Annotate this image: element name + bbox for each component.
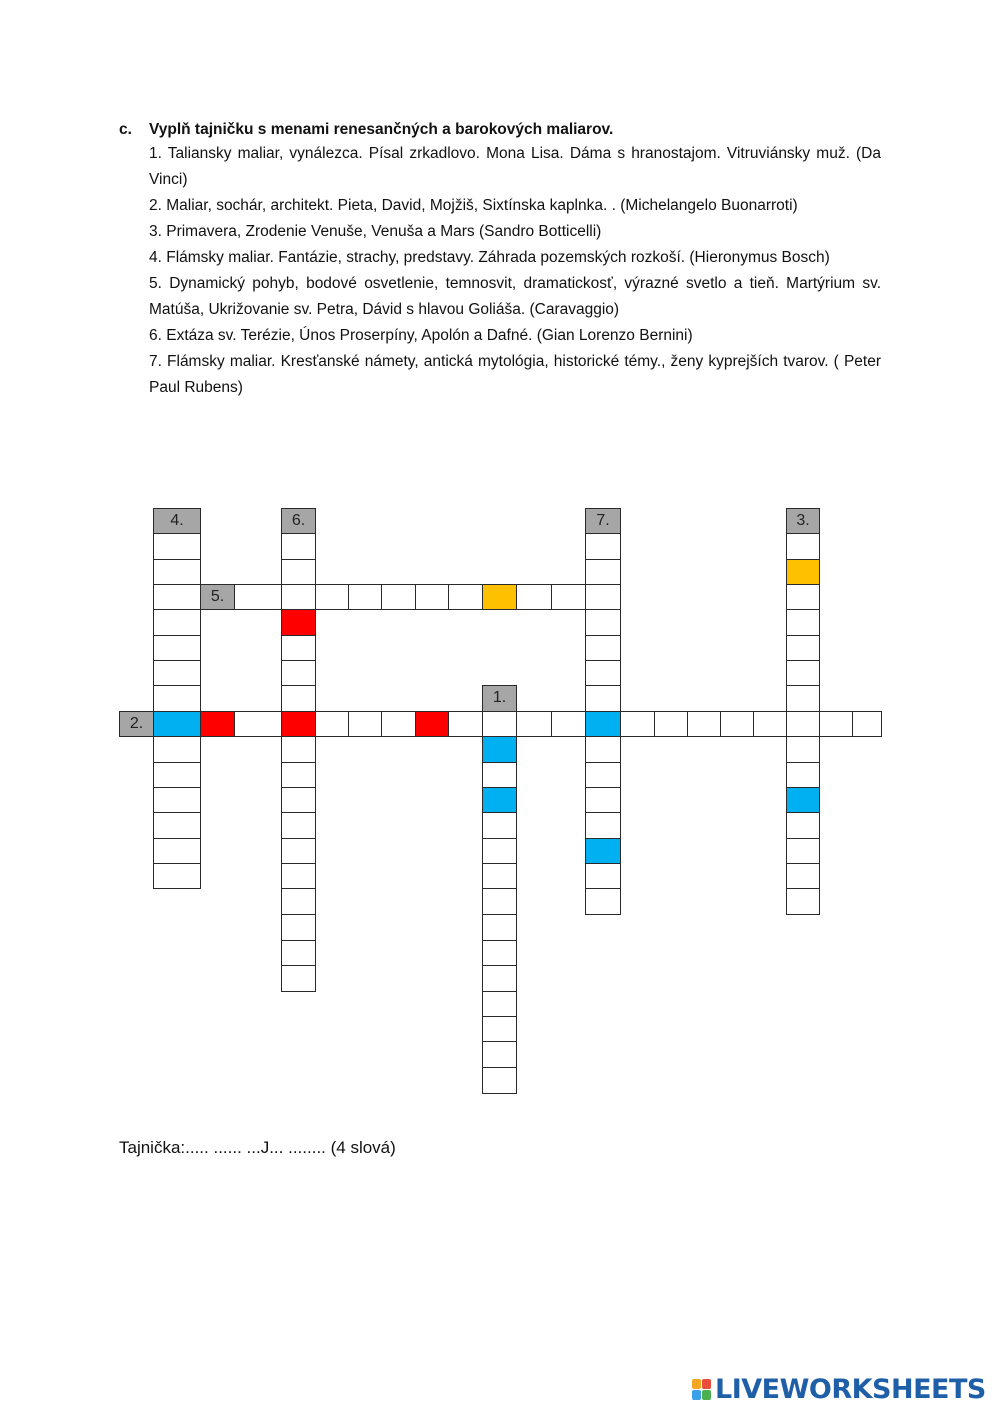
letter-cell[interactable] (153, 660, 201, 686)
letter-cell[interactable] (786, 736, 820, 763)
letter-cell[interactable] (786, 812, 820, 839)
letter-cell[interactable] (786, 685, 820, 712)
letter-cell[interactable] (786, 863, 820, 889)
word-label-6: 6. (281, 508, 316, 534)
letter-cell[interactable] (415, 711, 449, 737)
letter-cell[interactable] (153, 787, 201, 813)
letter-cell[interactable] (585, 584, 621, 610)
letter-cell[interactable] (786, 838, 820, 864)
letter-cell[interactable] (482, 940, 517, 966)
letter-cell[interactable] (482, 1067, 517, 1094)
letter-cell[interactable] (153, 736, 201, 763)
letter-cell[interactable] (551, 711, 586, 737)
letter-cell[interactable] (687, 711, 721, 737)
liveworksheets-logo (692, 1374, 986, 1405)
logo-mark-icon (692, 1379, 712, 1401)
letter-cell[interactable] (585, 838, 621, 864)
letter-cell[interactable] (585, 559, 621, 585)
letter-cell[interactable] (281, 965, 316, 992)
letter-cell[interactable] (281, 559, 316, 585)
letter-cell[interactable] (281, 685, 316, 712)
letter-cell[interactable] (381, 584, 416, 610)
task-letter: c. (119, 121, 132, 138)
letter-cell[interactable] (482, 991, 517, 1017)
clue-6: 6. Extáza sv. Terézie, Únos Proserpíny, Apolón a Dafné. (Gian Lorenzo Bernini) (149, 327, 693, 344)
letter-cell[interactable] (281, 584, 316, 610)
letter-cell[interactable] (720, 711, 754, 737)
letter-cell[interactable] (585, 787, 621, 813)
word-label-5: 5. (200, 584, 235, 610)
letter-cell[interactable] (786, 711, 820, 737)
letter-cell[interactable] (482, 1041, 517, 1068)
letter-cell[interactable] (234, 711, 282, 737)
letter-cell[interactable] (786, 584, 820, 610)
letter-cell[interactable] (786, 660, 820, 686)
letter-cell[interactable] (281, 838, 316, 864)
letter-cell[interactable] (234, 584, 282, 610)
clue-2: 2. Maliar, sochár, architekt. Pieta, David, Mojžiš, Sixtínska kaplnka. . (Michelangelo Buonarroti) (149, 197, 798, 214)
letter-cell[interactable] (585, 609, 621, 636)
letter-cell[interactable] (786, 635, 820, 661)
letter-cell[interactable] (153, 762, 201, 788)
letter-cell[interactable] (281, 635, 316, 661)
letter-cell[interactable] (153, 584, 201, 610)
letter-cell[interactable] (281, 914, 316, 941)
brand-name: LIVEWORKSHEETS (715, 1374, 986, 1405)
clue-5: 5. Dynamický pohyb, bodové osvetlenie, temnosvit, dramatickosť, výrazné svetlo a tieň. Martýrium sv. Matúša, Ukrižovanie sv. Petra, Dávid s hlavou Goliáša. (Caravaggio) (149, 275, 881, 318)
letter-cell[interactable] (753, 711, 787, 737)
letter-cell[interactable] (281, 812, 316, 839)
letter-cell[interactable] (516, 711, 552, 737)
letter-cell[interactable] (786, 559, 820, 585)
letter-cell[interactable] (281, 609, 316, 636)
letter-cell[interactable] (200, 711, 235, 737)
word-label-2: 2. (119, 711, 154, 737)
letter-cell[interactable] (654, 711, 688, 737)
letter-cell[interactable] (786, 787, 820, 813)
task-heading: Vyplň tajničku s menami renesančných a barokových maliarov. (149, 121, 614, 138)
letter-cell[interactable] (585, 660, 621, 686)
letter-cell[interactable] (281, 533, 316, 560)
clue-7: 7. Flámsky maliar. Kresťanské námety, antická mytológia, historické témy., ženy kyprejších tvarov. ( Peter Paul Rubens) (149, 353, 881, 396)
letter-cell[interactable] (153, 635, 201, 661)
letter-cell[interactable] (153, 838, 201, 864)
letter-cell[interactable] (482, 762, 517, 788)
letter-cell[interactable] (348, 711, 382, 737)
letter-cell[interactable] (585, 711, 621, 737)
letter-cell[interactable] (381, 711, 416, 737)
letter-cell[interactable] (585, 863, 621, 889)
letter-cell[interactable] (281, 736, 316, 763)
letter-cell[interactable] (153, 812, 201, 839)
letter-cell[interactable] (482, 711, 517, 737)
letter-cell[interactable] (786, 888, 820, 915)
letter-cell[interactable] (448, 584, 483, 610)
letter-cell[interactable] (819, 711, 853, 737)
word-label-7: 7. (585, 508, 621, 534)
letter-cell[interactable] (585, 685, 621, 712)
letter-cell[interactable] (620, 711, 655, 737)
letter-cell[interactable] (852, 711, 882, 737)
letter-cell[interactable] (153, 685, 201, 712)
letter-cell[interactable] (585, 762, 621, 788)
letter-cell[interactable] (585, 736, 621, 763)
word-label-1: 1. (482, 685, 517, 712)
letter-cell[interactable] (585, 812, 621, 839)
word-label-3: 3. (786, 508, 820, 534)
letter-cell[interactable] (281, 762, 316, 788)
clue-1: 1. Taliansky maliar, vynálezca. Písal zrkadlovo. Mona Lisa. Dáma s hranostajom. Vitruviánsky muž. (Da Vinci) (149, 145, 881, 188)
letter-cell[interactable] (585, 888, 621, 915)
letter-cell[interactable] (482, 838, 517, 864)
letter-cell[interactable] (415, 584, 449, 610)
letter-cell[interactable] (482, 863, 517, 889)
letter-cell[interactable] (281, 711, 316, 737)
letter-cell[interactable] (786, 762, 820, 788)
letter-cell[interactable] (281, 787, 316, 813)
letter-cell[interactable] (786, 533, 820, 560)
letter-cell[interactable] (551, 584, 586, 610)
letter-cell[interactable] (153, 533, 201, 560)
letter-cell[interactable] (482, 965, 517, 992)
letter-cell[interactable] (153, 559, 201, 585)
secret-answer-line[interactable]: Tajnička:..... ...... ...J... ........ (4 slová) (119, 1138, 396, 1157)
word-label-4: 4. (153, 508, 201, 534)
letter-cell[interactable] (482, 914, 517, 941)
letter-cell[interactable] (482, 787, 517, 813)
letter-cell[interactable] (281, 940, 316, 966)
letter-cell[interactable] (482, 736, 517, 763)
letter-cell[interactable] (482, 812, 517, 839)
letter-cell[interactable] (786, 609, 820, 636)
letter-cell[interactable] (482, 888, 517, 915)
letter-cell[interactable] (281, 660, 316, 686)
letter-cell[interactable] (153, 711, 201, 737)
letter-cell[interactable] (348, 584, 382, 610)
letter-cell[interactable] (315, 711, 349, 737)
letter-cell[interactable] (281, 888, 316, 915)
letter-cell[interactable] (315, 584, 349, 610)
letter-cell[interactable] (482, 1016, 517, 1042)
letter-cell[interactable] (448, 711, 483, 737)
letter-cell[interactable] (482, 584, 517, 610)
letter-cell[interactable] (516, 584, 552, 610)
letter-cell[interactable] (585, 533, 621, 560)
letter-cell[interactable] (153, 863, 201, 889)
clue-3: 3. Primavera, Zrodenie Venuše, Venuša a Mars (Sandro Botticelli) (149, 223, 602, 240)
letter-cell[interactable] (585, 635, 621, 661)
letter-cell[interactable] (153, 609, 201, 636)
letter-cell[interactable] (281, 863, 316, 889)
clue-4: 4. Flámsky maliar. Fantázie, strachy, predstavy. Záhrada pozemských rozkoší. (Hieronymus Bosch) (149, 249, 830, 266)
